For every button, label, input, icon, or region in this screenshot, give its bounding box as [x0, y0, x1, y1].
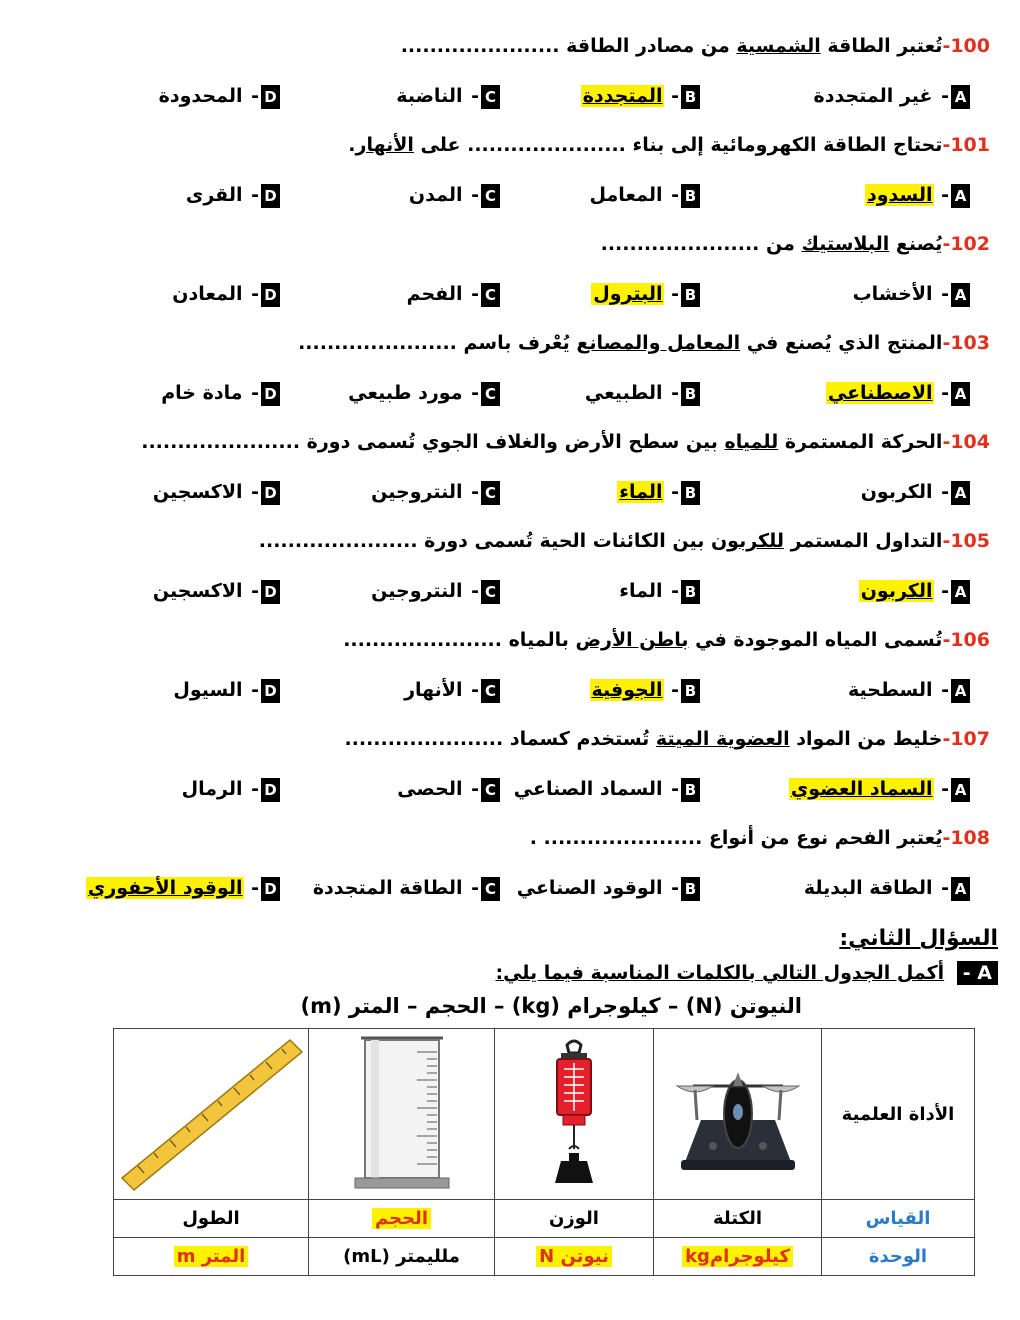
option-dash: -	[464, 85, 479, 107]
question-text-part: باطن الأرض	[575, 629, 689, 651]
unit-newton	[495, 1238, 654, 1276]
section-two-title: السؤال الثاني:	[839, 926, 998, 951]
option-dash: -	[934, 283, 949, 305]
option-text: السدود	[866, 184, 933, 206]
options-row-105	[0, 573, 1020, 609]
graduated-cylinder-icon	[347, 1032, 457, 1192]
option-letter: A	[951, 85, 970, 109]
option-dash: -	[664, 382, 679, 404]
option-text: الجوفية	[591, 679, 663, 701]
option-dash: -	[664, 877, 679, 899]
question-dash: -	[942, 629, 951, 651]
option-text: السماد الصناعي	[513, 778, 663, 800]
measure-mass: الكتلة	[654, 1200, 822, 1238]
option-c[interactable]	[311, 870, 500, 906]
question-text-part: من ......................	[600, 233, 802, 255]
question-text-part: تُستخدم كسماد ......................	[344, 728, 656, 750]
option-text: الكربون	[860, 580, 933, 602]
option-dash: -	[244, 481, 259, 503]
option-dash: -	[464, 382, 479, 404]
option-dash: -	[934, 778, 949, 800]
option-b[interactable]	[591, 276, 700, 312]
option-c[interactable]	[394, 78, 500, 114]
option-b[interactable]	[512, 771, 700, 807]
option-text: الماء	[619, 481, 663, 503]
unit-row	[114, 1238, 975, 1276]
option-c[interactable]	[405, 276, 500, 312]
option-a[interactable]	[865, 177, 970, 213]
option-text: الاصطناعي	[827, 382, 933, 404]
question-dash: -	[942, 134, 951, 156]
question-text-part: الحركة المستمرة	[778, 431, 943, 453]
option-text: مادة خام	[161, 382, 243, 404]
question-text-part: خليط من المواد	[789, 728, 943, 750]
option-text: المحدودة	[158, 85, 243, 107]
cylinder-cell	[309, 1029, 495, 1200]
option-c[interactable]	[395, 771, 500, 807]
option-a[interactable]	[826, 375, 970, 411]
option-text: الطبيعي	[584, 382, 663, 404]
measure-length: الطول	[114, 1200, 309, 1238]
option-a[interactable]	[851, 276, 970, 312]
unit-meter	[114, 1238, 309, 1276]
question-number: 107	[950, 728, 990, 750]
unit-ml: ملليمتر (mL)	[309, 1238, 495, 1276]
option-text: الفحم	[406, 283, 463, 305]
option-text: المعامل	[589, 184, 663, 206]
question-text-part: تُسمى المياه الموجودة في	[688, 629, 943, 651]
unit-newton-text: نيوتن N	[536, 1246, 612, 1267]
word-bank: النيوتن (N) – كيلوجرام (kg) – الحجم – المتر (m)	[300, 994, 802, 1018]
option-b[interactable]	[617, 573, 700, 609]
option-dash: -	[464, 679, 479, 701]
option-dash: -	[244, 580, 259, 602]
option-dash: -	[244, 382, 259, 404]
option-dash: -	[664, 184, 679, 206]
question-text-part: .	[348, 134, 356, 156]
option-d[interactable]	[151, 474, 280, 510]
option-dash: -	[934, 877, 949, 899]
question-dash: -	[942, 728, 951, 750]
question-text-part: بين سطح الأرض والغلاف الجوي تُسمى دورة ......................	[141, 431, 725, 453]
option-letter: C	[481, 877, 500, 901]
question-text-part: يُصنع	[889, 233, 943, 255]
measure-weight: الوزن	[495, 1200, 654, 1238]
question-text-part: البلاستيك	[801, 233, 890, 255]
option-text: الحصى	[397, 778, 463, 800]
question-text-part: بين الكائنات الحية تُسمى دورة ......................	[258, 530, 711, 552]
question-100	[30, 28, 990, 64]
option-letter: A	[951, 580, 970, 604]
question-text-part: التداول المستمر	[783, 530, 943, 552]
option-c[interactable]	[369, 573, 500, 609]
question-number: 101	[950, 134, 990, 156]
unit-kg-text: كيلوجرامkg	[682, 1246, 793, 1267]
question-number: 105	[950, 530, 990, 552]
options-row-106	[0, 672, 1020, 708]
option-dash: -	[664, 580, 679, 602]
option-d[interactable]	[170, 276, 280, 312]
option-letter: A	[951, 184, 970, 208]
option-dash: -	[244, 778, 259, 800]
option-text: الكربون	[860, 481, 933, 503]
option-letter: C	[481, 85, 500, 109]
option-letter: A	[951, 382, 970, 406]
option-letter: C	[481, 184, 500, 208]
option-d[interactable]	[184, 177, 280, 213]
question-text-part: يُعتبر الفحم نوع من أنواع ...................... .	[529, 827, 943, 849]
option-text: السطحية	[848, 679, 933, 701]
option-d[interactable]	[171, 672, 280, 708]
options-row-108	[0, 870, 1020, 906]
question-dash: -	[942, 827, 951, 849]
tools-row	[114, 1029, 975, 1200]
option-b[interactable]	[590, 672, 701, 708]
option-letter: B	[681, 580, 700, 604]
option-text: المدن	[408, 184, 463, 206]
option-dash: -	[664, 778, 679, 800]
question-number: 104	[950, 431, 990, 453]
option-d[interactable]	[157, 78, 280, 114]
option-text: الناضبة	[396, 85, 463, 107]
option-letter: D	[261, 877, 280, 901]
option-text: القرى	[185, 184, 243, 206]
option-c[interactable]	[402, 672, 500, 708]
option-dash: -	[464, 481, 479, 503]
option-letter: D	[261, 85, 280, 109]
option-text: الأخشاب	[852, 283, 933, 305]
options-row-107	[0, 771, 1020, 807]
option-dash: -	[934, 85, 949, 107]
option-letter: C	[481, 778, 500, 802]
option-dash: -	[664, 85, 679, 107]
options-row-102	[0, 276, 1020, 312]
tool-header: الأداة العلمية	[822, 1029, 975, 1200]
option-text: الرمال	[181, 778, 243, 800]
option-c[interactable]	[407, 177, 500, 213]
option-dash: -	[934, 580, 949, 602]
option-text: السماد العضوي	[790, 778, 933, 800]
question-text-part: للكربون	[710, 530, 784, 552]
unit-kg	[654, 1238, 822, 1276]
option-d[interactable]	[86, 870, 280, 906]
option-text: الطاقة المتجددة	[312, 877, 463, 899]
option-d[interactable]	[159, 375, 280, 411]
question-106	[30, 622, 990, 658]
option-dash: -	[934, 679, 949, 701]
question-dash: -	[942, 332, 951, 354]
option-c[interactable]	[369, 474, 500, 510]
option-d[interactable]	[151, 573, 280, 609]
option-text: المعادن	[172, 283, 243, 305]
option-a[interactable]	[859, 474, 970, 510]
unit-header: الوحدة	[822, 1238, 975, 1276]
option-letter: B	[681, 481, 700, 505]
option-dash: -	[244, 85, 259, 107]
ruler-icon	[118, 1032, 304, 1192]
option-dash: -	[464, 580, 479, 602]
measure-volume	[309, 1200, 495, 1238]
question-text-part: المعامل والمصانع	[576, 332, 741, 354]
question-text-part: يُعْرف باسم ......................	[298, 332, 577, 354]
option-letter: B	[681, 778, 700, 802]
question-number: 106	[950, 629, 990, 651]
option-letter: D	[261, 382, 280, 406]
option-letter: D	[261, 778, 280, 802]
question-dash: -	[942, 233, 951, 255]
option-letter: B	[681, 283, 700, 307]
option-dash: -	[244, 679, 259, 701]
option-dash: -	[664, 679, 679, 701]
option-text: النتروجين	[371, 580, 463, 602]
spring-scale-icon	[539, 1037, 609, 1187]
measure-header: القياس	[822, 1200, 975, 1238]
option-text: الوقود الصناعي	[516, 877, 663, 899]
question-dash: -	[942, 530, 951, 552]
option-dash: -	[664, 283, 679, 305]
option-text: مورد طبيعي	[348, 382, 463, 404]
option-letter: C	[481, 481, 500, 505]
option-a[interactable]	[859, 573, 970, 609]
option-c[interactable]	[346, 375, 500, 411]
unit-meter-text: المتر m	[174, 1246, 249, 1267]
question-text-part: الشمسية	[736, 35, 821, 57]
option-letter: B	[681, 877, 700, 901]
option-d[interactable]	[180, 771, 280, 807]
option-letter: D	[261, 679, 280, 703]
question-number: 103	[950, 332, 990, 354]
option-b[interactable]	[617, 474, 700, 510]
option-text: المتجددة	[582, 85, 663, 107]
option-dash: -	[934, 382, 949, 404]
question-107	[30, 721, 990, 757]
options-row-101	[0, 177, 1020, 213]
question-text-part: تُعتبر الطاقة	[820, 35, 943, 57]
option-a[interactable]	[846, 672, 970, 708]
option-dash: -	[664, 481, 679, 503]
question-text-part: المنتج الذي يُصنع في	[740, 332, 943, 354]
option-a[interactable]	[789, 771, 970, 807]
question-text-part: العضوية الميتة	[655, 728, 790, 750]
option-dash: -	[464, 877, 479, 899]
tools-table	[113, 1028, 975, 1276]
option-letter: C	[481, 283, 500, 307]
part-a-instruction	[495, 962, 998, 984]
option-letter: B	[681, 382, 700, 406]
option-letter: A	[951, 877, 970, 901]
balance-cell	[654, 1029, 822, 1200]
option-letter: C	[481, 580, 500, 604]
option-dash: -	[934, 481, 949, 503]
option-text: الاكسجين	[152, 580, 243, 602]
option-dash: -	[244, 184, 259, 206]
options-row-100	[0, 78, 1020, 114]
option-text: الماء	[619, 580, 663, 602]
option-letter: D	[261, 481, 280, 505]
question-104	[30, 424, 990, 460]
option-text: السيول	[173, 679, 243, 701]
question-101	[30, 127, 990, 163]
question-text-part: من مصادر الطاقة ......................	[400, 35, 737, 57]
option-a[interactable]	[812, 78, 970, 114]
option-text: البترول	[593, 283, 663, 305]
option-letter: A	[951, 778, 970, 802]
question-number: 108	[950, 827, 990, 849]
option-text: الطاقة البديلة	[803, 877, 933, 899]
option-letter: B	[681, 184, 700, 208]
option-dash: -	[464, 184, 479, 206]
option-letter: D	[261, 580, 280, 604]
option-text: غير المتجددة	[813, 85, 933, 107]
options-row-103	[0, 375, 1020, 411]
question-103	[30, 325, 990, 361]
options-row-104	[0, 474, 1020, 510]
option-dash: -	[244, 283, 259, 305]
option-text: النتروجين	[371, 481, 463, 503]
spring-scale-cell	[495, 1029, 654, 1200]
option-letter: C	[481, 382, 500, 406]
measure-volume-text: الحجم	[372, 1208, 431, 1229]
question-105	[30, 523, 990, 559]
part-a-tag: A -	[957, 961, 998, 985]
part-a-label: أكمل الجدول التالي بالكلمات المناسبة فيما يلي:	[495, 962, 945, 984]
option-dash: -	[934, 184, 949, 206]
option-letter: A	[951, 283, 970, 307]
balance-icon	[673, 1042, 803, 1182]
option-letter: B	[681, 679, 700, 703]
option-letter: D	[261, 184, 280, 208]
question-text-part: بالمياه ......................	[343, 629, 576, 651]
option-dash: -	[244, 877, 259, 899]
question-number: 100	[950, 35, 990, 57]
question-dash: -	[942, 431, 951, 453]
question-108	[30, 820, 990, 856]
option-dash: -	[464, 283, 479, 305]
option-letter: C	[481, 679, 500, 703]
option-letter: A	[951, 679, 970, 703]
option-letter: A	[951, 481, 970, 505]
option-text: الاكسجين	[152, 481, 243, 503]
question-102	[30, 226, 990, 262]
question-text-part: تحتاج الطاقة الكهرومائية إلى بناء ...................... على	[413, 134, 943, 156]
option-b[interactable]	[588, 177, 700, 213]
option-text: الوقود الأحفوري	[87, 877, 243, 899]
question-text-part: للمياه	[724, 431, 779, 453]
option-letter: D	[261, 283, 280, 307]
option-a[interactable]	[802, 870, 970, 906]
option-b[interactable]	[515, 870, 700, 906]
measure-row	[114, 1200, 975, 1238]
option-dash: -	[464, 778, 479, 800]
option-letter: B	[681, 85, 700, 109]
question-text-part: الأنهار	[355, 134, 414, 156]
question-dash: -	[942, 35, 951, 57]
option-b[interactable]	[583, 375, 700, 411]
option-b[interactable]	[581, 78, 700, 114]
question-number: 102	[950, 233, 990, 255]
ruler-cell	[114, 1029, 309, 1200]
option-text: الأنهار	[404, 679, 463, 701]
